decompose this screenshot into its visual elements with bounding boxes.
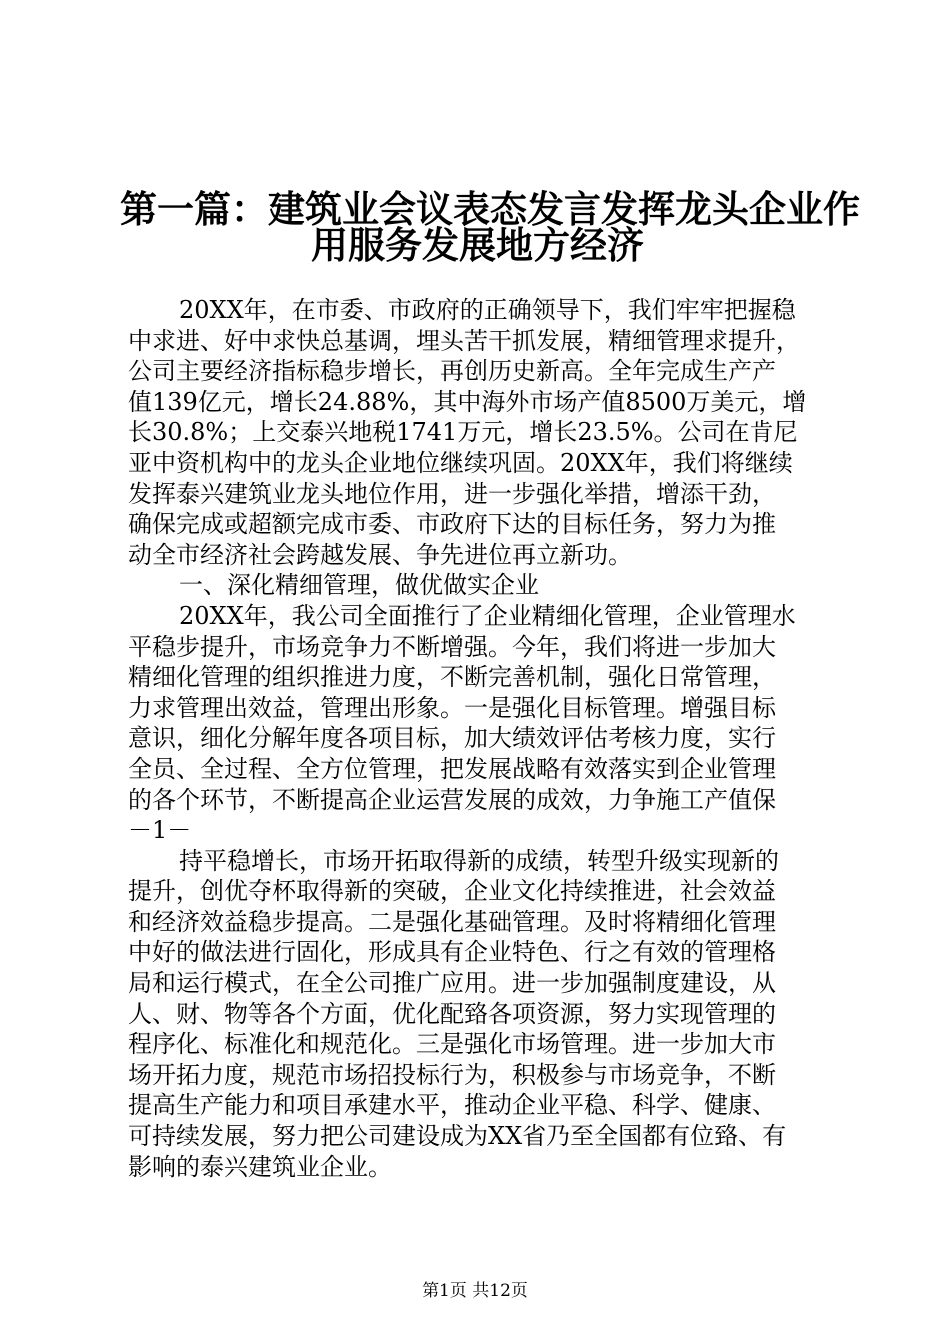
paragraph-line: 20XX年，我公司全面推行了企业精细化管理，企业管理水 — [179, 601, 796, 630]
paragraph-line: 确保完成或超额完成市委、市政府下达的目标任务，努力为推 — [128, 510, 776, 539]
paragraph-line: 的各个环节，不断提高企业运营发展的成效，力争施工产值保 — [128, 785, 776, 814]
paragraph-line: 平稳步提升，市场竞争力不断增强。今年，我们将进一步加大 — [128, 632, 776, 661]
paragraph-line: 发挥泰兴建筑业龙头地位作用，进一步强化举措，增添干劲， — [128, 479, 776, 508]
paragraph-line: 局和运行模式，在全公司推广应用。进一步加强制度建设，从 — [128, 969, 776, 998]
paragraph-line: 中好的做法进行固化，形成具有企业特色、行之有效的管理格 — [128, 938, 776, 967]
section-heading: 一、深化精细管理，做优做实企业 — [179, 571, 539, 600]
paragraph-line: 可持续发展，努力把公司建设成为XX省乃至全国都有位臵、有 — [128, 1122, 787, 1151]
document-title-line-1: 第一篇：建筑业会议表态发言发挥龙头企业作 — [120, 188, 860, 231]
document-title-line-2: 用服务发展地方经济 — [311, 224, 644, 267]
paragraph-line: 值139亿元，增长24.88%，其中海外市场产值8500万美元，增 — [128, 387, 807, 416]
paragraph-line: 全员、全过程、全方位管理，把发展战略有效落实到企业管理 — [128, 754, 776, 783]
paragraph-line: 力求管理出效益，管理出形象。一是强化目标管理。增强目标 — [128, 693, 776, 722]
paragraph-line: 程序化、标准化和规范化。三是强化市场管理。进一步加大市 — [128, 1030, 776, 1059]
paragraph-line: 提升，创优夺杯取得新的突破，企业文化持续推进，社会效益 — [128, 877, 776, 906]
paragraph-line: 精细化管理的组织推进力度，不断完善机制，强化日常管理， — [128, 663, 776, 692]
document-body — [128, 295, 838, 1182]
paragraph-line: 长30.8%；上交泰兴地税1741万元，增长23.5%。公司在肯尼 — [128, 418, 798, 447]
page-marker: －1－ — [128, 816, 192, 845]
paragraph-line: 动全市经济社会跨越发展、争先进位再立新功。 — [128, 540, 632, 569]
paragraph-line: 意识，细化分解年度各项目标，加大绩效评估考核力度，实行 — [128, 724, 776, 753]
paragraph-line: 人、财、物等各个方面，优化配臵各项资源，努力实现管理的 — [128, 999, 776, 1028]
paragraph-line: 场开拓力度，规范市场招投标行为，积极参与市场竞争，不断 — [128, 1060, 776, 1089]
paragraph-line: 持平稳增长，市场开拓取得新的成绩，转型升级实现新的 — [179, 846, 779, 875]
paragraph-line: 亚中资机构中的龙头企业地位继续巩固。20XX年，我们将继续 — [128, 448, 793, 477]
paragraph-line: 影响的泰兴建筑业企业。 — [128, 1152, 392, 1181]
paragraph-line: 公司主要经济指标稳步增长，再创历史新高。全年完成生产产 — [128, 357, 776, 386]
paragraph-line: 提高生产能力和项目承建水平，推动企业平稳、科学、健康、 — [128, 1091, 776, 1120]
paragraph-line: 和经济效益稳步提高。二是强化基础管理。及时将精细化管理 — [128, 907, 776, 936]
paragraph-line: 20XX年，在市委、市政府的正确领导下，我们牢牢把握稳 — [179, 296, 796, 324]
page-footer: 第1页 共12页 — [422, 1281, 528, 1301]
paragraph-line: 中求进、好中求快总基调，埋头苦干抓发展，精细管理求提升， — [128, 326, 800, 355]
